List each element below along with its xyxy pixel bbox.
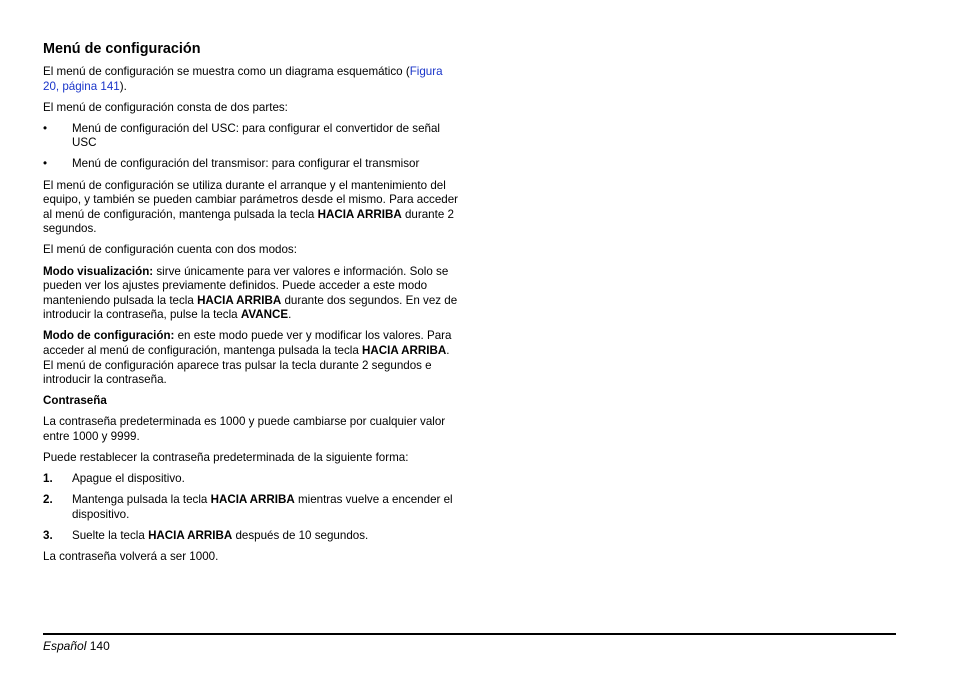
intro-paragraph <box>43 65 461 94</box>
mode-config-label: Modo de configuración: <box>43 329 175 343</box>
modes-intro: El menú de configuración cuenta con dos modos: <box>43 243 297 257</box>
bullet-item <box>43 122 461 151</box>
mode-view-label: Modo visualización: <box>43 264 154 278</box>
password-default: La contraseña predeterminada es 1000 y puede cambiarse por cualquier valor entre 1000 y 9999. <box>43 415 446 443</box>
mode-config-paragraph <box>43 329 461 387</box>
footer-rule <box>43 633 896 635</box>
mode-config-text: . El menú de configuración aparece tras pulsar la tecla durante 2 segundos e introducir la contraseña. <box>43 344 450 387</box>
parts-intro: El menú de configuración consta de dos partes: <box>43 100 288 114</box>
bullet-marker: • <box>43 121 48 135</box>
password-heading: Contraseña <box>43 394 107 408</box>
key-name: HACIA ARRIBA <box>210 493 295 507</box>
usage-tail: durante 2 segundos. <box>43 207 454 236</box>
step-text-part: después de 10 segundos. <box>232 528 369 542</box>
mode-view-text: . <box>288 308 292 322</box>
footer-page-number: 140 <box>89 639 110 653</box>
step-number: 3. <box>43 528 53 542</box>
bullet-item <box>43 157 461 172</box>
mode-view-text: durante dos segundos. En vez de introducir la contraseña, pulse la tecla <box>43 293 458 322</box>
footer-language: Español <box>43 639 87 653</box>
bullet-text: Menú de configuración del transmisor: para configurar el transmisor <box>72 157 420 171</box>
step-text-part: mientras vuelve a encender el dispositivo. <box>72 493 453 521</box>
key-name: AVANCE <box>240 308 289 322</box>
step-text <box>72 529 368 544</box>
step-item <box>43 529 461 544</box>
step-text-part: Suelte la tecla <box>72 528 149 542</box>
closing-paragraph: La contraseña volverá a ser 1000. <box>43 550 219 564</box>
step-text <box>72 493 461 522</box>
step-text <box>72 472 185 487</box>
step-number: 1. <box>43 472 53 486</box>
step-text-part: Apague el dispositivo. <box>72 472 185 486</box>
reset-intro: Puede restablecer la contraseña predeterminada de la siguiente forma: <box>43 451 409 465</box>
bullet-text: Menú de configuración del USC: para configurar el convertidor de señal USC <box>72 121 440 150</box>
intro-tail: ). <box>119 79 127 93</box>
key-name: HACIA ARRIBA <box>197 293 282 307</box>
key-name: HACIA ARRIBA <box>148 528 233 542</box>
mode-view-text: sirve únicamente para ver valores e información. Solo se pueden ver los ajustes previamente definidos. Puede acceder a este modo manteniendo pulsada la tecla <box>43 264 449 307</box>
section-heading: Menú de configuración <box>43 41 201 57</box>
figure-link[interactable]: Figura 20, página 141 <box>43 65 443 93</box>
step-item <box>43 472 461 487</box>
mode-view-paragraph <box>43 265 461 323</box>
bullet-marker: • <box>43 157 48 171</box>
step-number: 2. <box>43 493 53 507</box>
key-name: HACIA ARRIBA <box>317 207 402 221</box>
page-content <box>43 40 461 571</box>
mode-config-text: en este modo puede ver y modificar los valores. Para acceder al menú de configuración, mantenga pulsada la tecla <box>43 329 452 357</box>
step-item <box>43 493 461 522</box>
usage-text: El menú de configuración se utiliza durante el arranque y el mantenimiento del equipo, y también se pueden cambiar parámetros desde el mismo. Para acceder al menú de configuración, mantenga pulsada la tecla <box>43 178 459 221</box>
step-text-part: Mantenga pulsada la tecla <box>72 493 211 507</box>
usage-paragraph <box>43 179 461 237</box>
page-footer <box>43 639 110 654</box>
key-name: HACIA ARRIBA <box>362 344 447 357</box>
intro-text: El menú de configuración se muestra como un diagrama esquemático ( <box>43 65 410 78</box>
